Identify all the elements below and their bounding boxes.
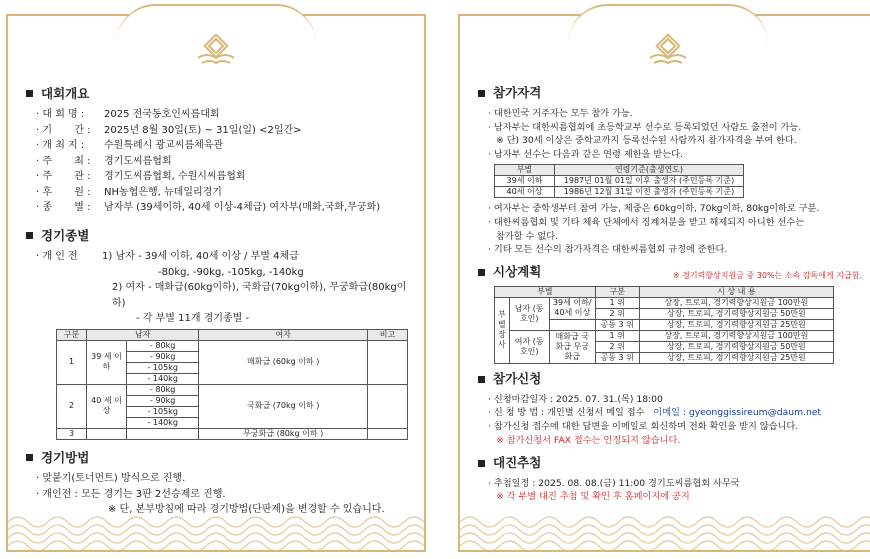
eligibility-bullet: · 대한민국 거주자는 모두 참가 가능. xyxy=(488,107,633,119)
knot-emblem-icon xyxy=(646,32,690,68)
eligibility-bullet: · 기타 모든 선수의 참가자격은 대한씨름협회 규정에 준한다. xyxy=(488,244,728,256)
awards-red-note: ※ 경기력향상지원금 중 30%는 소속 감독에게 지급함. xyxy=(672,270,862,280)
email-link[interactable]: 이메일 : gyeonggissireum@daum.net xyxy=(653,407,822,419)
eligibility-bullet: · 남자부는 대한씨름협회에 초등학교부 선수로 등록되었던 사람도 출전이 가능. xyxy=(488,121,802,133)
eligibility-bullet-cont: 참가할 수 없다. xyxy=(496,230,559,242)
section-overview-title: 대회개요 xyxy=(26,84,410,103)
section-method-title: 경기방법 xyxy=(26,448,410,467)
draw-red-note: ※ 각 부별 대진 추첨 및 확인 후 홈페이지에 공지 xyxy=(496,491,690,503)
section-application-title: 참가신청 xyxy=(478,370,862,389)
events-table: 구분 남자 여자 비고 1 39 세 이하 - 80kg 매화급 (60kg 이하 ) - 90kg - 105kg - 140kg 2 40 세 이상 - 80kg 국화급 (70kg 이하 ) - 90kg - 105kg - 140kg 3 무궁화급 (80kg 이하 ) xyxy=(56,329,408,440)
awards-table: 부별 구분 시 상 내 용 부별 장사 남자 (동호인) 39세 이하/ 40세 이상 1 위 상장, 트로피, 경기력향상지원금 100만원 2 위 상장, 트로피, 경기력향상지원금 50만원 공동 3 위 상장, 트로피, 경기력향상지원금 25만원 여자 (동호인) 매화급 국화급 무궁화급 1 위 상장, 트로피, 경기력향상지원금 100만원 2 위 상장, 트로피, 경기력향상지원금 50만원 공동 3 위 상장, 트로피, 경기력향상지원금 25만원 xyxy=(494,286,834,364)
eligibility-bullet: · 여자부는 중학생부터 참여 가능, 체중은 60kg이하, 70kg이하, 80kg이하로 구분. xyxy=(488,202,820,214)
knot-emblem-icon xyxy=(194,32,238,68)
right-panel xyxy=(458,14,870,552)
section-eligibility-title: 참가자격 xyxy=(478,84,862,103)
left-panel: 대회개요 · 대 회 명 : 2025 전국동호인씨름대회 · 기 간 : 2025년 8월 30일(토) ~ 31일(일) <2일간> · 개 최 지 : 수원특례시 광교씨름체육관 · 주 최 : 경기도씨름협회 · 주 관 : 경기도씨름협회, 수원시씨름협회 · 후 원 : NH농협은행, 뉴데일리경기 · 종 별 : 남자부 (39세이하, 40세 이상-4체급) 여자부(매화,국화,무궁화) 경기종별 · 개 인 전 1) 남자 - 39세 이하, 40세 이상 / 부별 4체급 -80kg, -90kg, -105kg, -140kg 2) 여자 - 매화급(60kg이하), 국화급(70kg이하), 무궁화급(80kg이하) - 각 부별 11개 경기종별 - 구분 남자 여자 비고 1 39 세 이하 - 80kg 매화급 (60kg 이하 ) - 90kg - 105kg - 140kg 2 40 세 이상 - 80kg 국화급 (70kg 이하 ) - 90kg - 105kg - 140kg 3 무궁화급 (80kg 이하 ) 경기방법 · 맞붙기(토너먼트) 방식으로 진행. · 개인전 : 모든 경기는 3판 2선승제로 진행. ※ 단, 본부방침에 따라 경기방법(단판제)을 변경할 수 있습니다. xyxy=(6,14,426,552)
wave-pattern xyxy=(460,508,870,550)
application-bullet: · 참가신청 접수에 대한 답변을 이메일로 회신하며 전화 확인을 받지 않습니다. xyxy=(488,421,799,433)
application-red-note: ※ 참가신청서 FAX 접수는 인정되지 않습니다. xyxy=(496,435,681,447)
eligibility-bullet: · 남자부 선수는 다음과 같은 연령 제한을 받는다. xyxy=(488,149,683,161)
section-awards-title: 시상계획 xyxy=(478,263,862,282)
method-bullet: · 맞붙기(토너먼트) 방식으로 진행. xyxy=(36,473,186,485)
eligibility-bullet: · 대한씨름협회 및 기타 체육 단체에서 징계처분을 받고 해제되지 아니한 선수는 xyxy=(488,216,805,228)
section-draw-title: 대진추첨 xyxy=(478,454,862,473)
weight-classes: -80kg, -90kg, -105kg, -140kg xyxy=(158,266,304,278)
application-bullet: · 신청마감일자 : 2025. 07. 31.(목) 18:00 xyxy=(488,393,663,405)
section-events-title: 경기종별 xyxy=(26,226,410,245)
events-count: - 각 부별 11개 경기종별 - xyxy=(136,313,250,325)
method-bullet: · 개인전 : 모든 경기는 3판 2선승제로 진행. xyxy=(36,488,226,500)
method-note: ※ 단, 본부방침에 따라 경기방법(단판제)을 변경할 수 있습니다. xyxy=(108,504,385,516)
draw-bullet: · 추첨일정 : 2025. 08. 08.(금) 11:00 경기도씨름협회 사무국 xyxy=(488,477,740,489)
age-table: 부별 연령기준(출생연도) 39세 이하 1987년 01월 01일 이후 출생자 (주민등록 기준) 40세 이상 1986년 12월 31일 이전 출생자 (주민등록 기준) xyxy=(494,164,744,198)
application-method: · 신 청 방 법 : 개인별 신청서 메일 접수 xyxy=(488,407,645,419)
women-classes: 2) 여자 - 매화급(60kg이하), 국화급(70kg이하), 무궁화급(80kg이하) xyxy=(112,282,407,309)
eligibility-note: ※ 단) 30세 이상은 중학교까지 등록선수된 사람까지 참가자격을 부여 한다. xyxy=(496,135,797,147)
